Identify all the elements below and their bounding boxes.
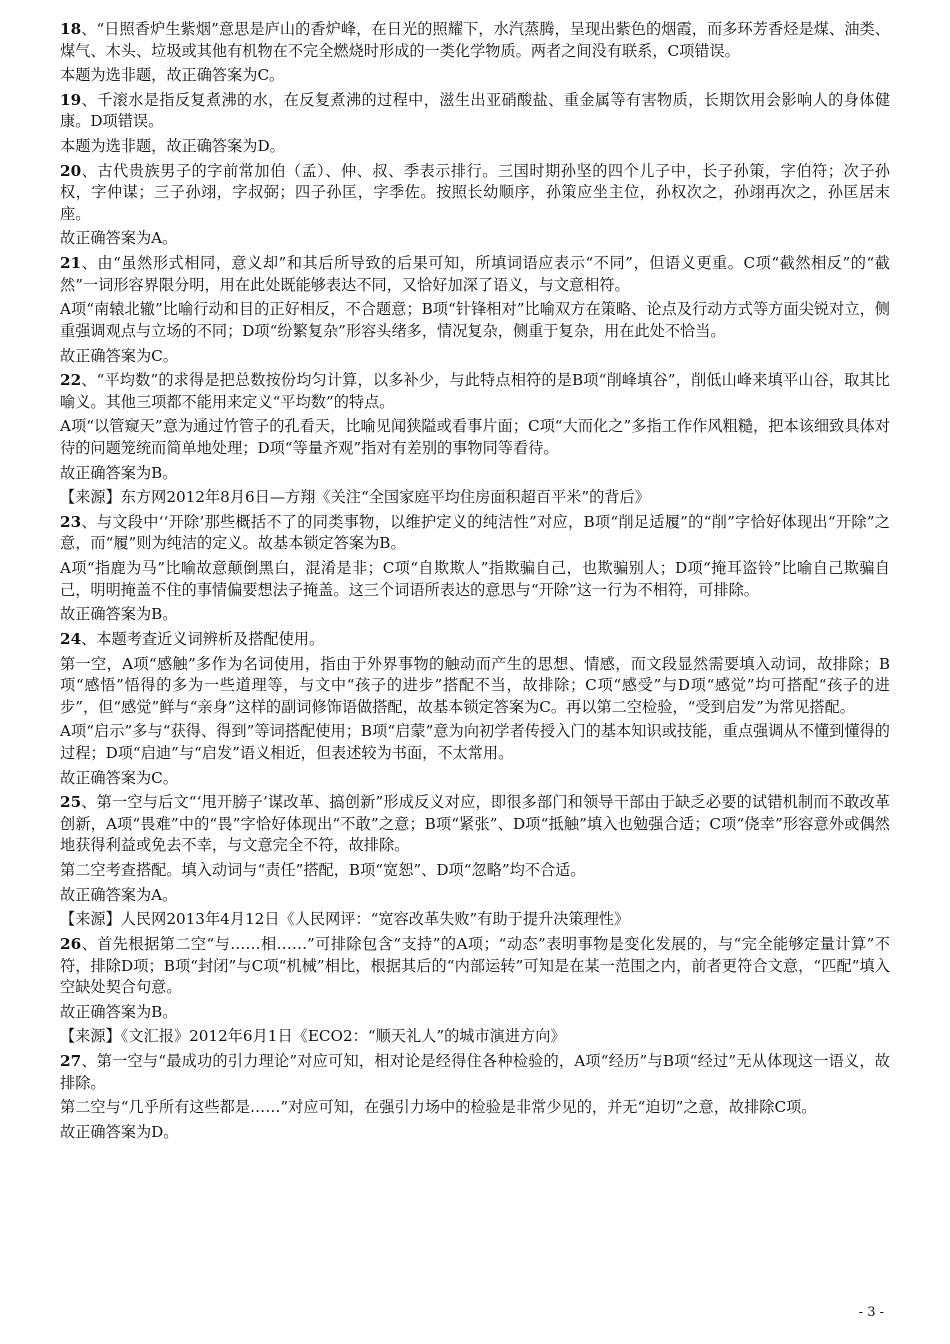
explanation-paragraph [60, 654, 890, 719]
question-number: 26 [60, 935, 82, 953]
explanation-paragraph [60, 487, 890, 509]
paragraph-text: 、首先根据第二空“与……相……”可排除包含“支持”的A项；“动态”表明事物是变化发展的，与“完全能够定量计算”不符，排除D项；B项“封闭”与C项“机械”相比，根据其后的“内部运转”可知是在某一范围之内，前者更符合文意，“匹配”填入空缺处契合句意。 [60, 935, 890, 996]
paragraph-text: 本题为选非题，故正确答案为C。 [60, 66, 285, 85]
paragraph-text: 故正确答案为B。 [60, 1002, 178, 1021]
explanation-paragraph [60, 1097, 890, 1119]
explanation-paragraph [60, 416, 890, 459]
paragraph-text: 【来源】东方网2012年8月6日—方翔《关注“全国家庭平均住房面积超百平米”的背后》 [60, 488, 650, 507]
question-explanation [60, 370, 890, 413]
answer-explanations [60, 19, 890, 1147]
paragraph-text: 、“平均数”的求得是把总数按份均匀计算，以多补少，与此特点相符的是B项“削峰填谷”，削低山峰来填平山谷，取其比喻义。其他三项都不能用来定义“平均数”的特点。 [60, 371, 890, 411]
explanation-paragraph [60, 1026, 890, 1048]
question-number: 25 [60, 793, 82, 812]
explanation-paragraph [60, 65, 890, 87]
explanation-paragraph [60, 136, 890, 158]
paragraph-text: 故正确答案为A。 [60, 885, 178, 904]
paragraph-text: 、千滚水是指反复煮沸的水，在反复煮沸的过程中，滋生出亚硝酸盐、重金属等有害物质，长期饮用会影响人的身体健康。D项错误。 [60, 90, 890, 131]
paragraph-text: A项“启示”多与“获得、得到”等词搭配使用；B项“启蒙”意为向初学者传授入门的基本知识或技能，重点强调从不懂到懂得的过程；D项“启迪”与“启发”语义相近，但表述较为书面，不太常用。 [60, 722, 890, 762]
paragraph-text: 故正确答案为B。 [60, 605, 178, 624]
explanation-paragraph [60, 228, 890, 250]
question-explanation [60, 629, 890, 651]
paragraph-text: A项“以管窥天”意为通过竹管子的孔看天，比喻见闻狭隘或看事片面；C项“大而化之”多指工作作风粗糙，把本该细致具体对待的问题笼统而简单地处理；D项“等量齐观”指对有差别的事物同等看待。 [60, 417, 890, 457]
paragraph-text: A项“南辕北辙”比喻行动和目的正好相反，不合题意；B项“针锋相对”比喻双方在策略、论点及行动方式等方面尖锐对立，侧重强调观点与立场的不同；D项“纷繁复杂”形容头绪多，情况复杂，侧重于复杂，用在此处不恰当。 [60, 300, 890, 340]
paragraph-text: 故正确答案为A。 [60, 229, 178, 248]
explanation-paragraph [60, 768, 890, 790]
question-number: 22 [60, 371, 82, 390]
explanation-paragraph [60, 909, 890, 931]
paragraph-text: 、“日照香炉生紫烟”意思是庐山的香炉峰，在日光的照耀下，水汽蒸腾，呈现出紫色的烟霞，而多环芳香烃是煤、油类、煤气、木头、垃圾或其他有机物在不完全燃烧时形成的一类化学物质。两者之间没有联系，C项错误。 [60, 20, 890, 60]
paragraph-text: 故正确答案为B。 [60, 463, 178, 482]
paragraph-text: 第一空，A项“感触”多作为名词使用，指由于外界事物的触动而产生的思想、情感，而文段显然需要填入动词，故排除；B项“感悟”悟得的多为一些道理等，与文中“孩子的进步”搭配不当，故排除；C项“感受”与D项“感觉”均可搭配“孩子的进步”，但“感觉”鲜与“亲身”这样的副词修饰语做搭配，故基本锁定答案为C。再以第二空检验，“受到启发”为常见搭配。 [60, 654, 890, 716]
paragraph-text: 、第一空与“最成功的引力理论”对应可知，相对论是经得住各种检验的，A项“经历”与B项“经过”无从体现这一语义，故排除。 [60, 1052, 890, 1092]
question-explanation [60, 934, 890, 999]
explanation-paragraph [60, 860, 890, 882]
paragraph-text: 【来源】人民网2013年4月12日《人民网评：“宽容改革失败”有助于提升决策理性》 [60, 910, 630, 929]
question-explanation [60, 19, 890, 62]
explanation-paragraph [60, 1002, 890, 1024]
question-explanation [60, 90, 890, 133]
question-number: 23 [60, 512, 82, 531]
paragraph-text: 第二空考查搭配。填入动词与“责任”搭配，B项“宽恕”、D项“忽略”均不合适。 [60, 860, 586, 879]
question-number: 20 [60, 161, 82, 180]
paragraph-text: 故正确答案为D。 [60, 1122, 179, 1141]
question-explanation [60, 253, 890, 296]
paragraph-text: 、古代贵族男子的字前常加伯（孟）、仲、叔、季表示排行。三国时期孙坚的四个儿子中，长子孙策，字伯符；次子孙权，字仲谋；三子孙翊，字叔弼；四子孙匡，字季佐。按照长幼顺序，孙策应坐主位，孙权次之，孙翊再次之，孙匡居末座。 [60, 161, 890, 223]
explanation-paragraph [60, 604, 890, 626]
question-number: 27 [60, 1052, 82, 1071]
paragraph-text: 【来源】《文汇报》2012年6月1日《ECO2：“顺天礼人”的城市演进方向》 [60, 1027, 566, 1046]
paragraph-text: 、由“虽然形式相同，意义却”和其后所导致的后果可知，所填词语应表示“不同”，但语义更重。C项“截然相反”的“截然”一词形容界限分明，用在此处既能够表达不同，又恰好加深了语义，与文意相符。 [60, 254, 890, 294]
explanation-paragraph [60, 463, 890, 485]
paragraph-text: 、本题考查近义词辨析及搭配使用。 [81, 630, 325, 648]
page-number: - 3 - [858, 1305, 884, 1320]
question-explanation [60, 512, 890, 555]
explanation-paragraph [60, 558, 890, 601]
question-number: 24 [60, 630, 82, 648]
paragraph-text: A项“指鹿为马”比喻故意颠倒黑白，混淆是非；C项“自欺欺人”指欺骗自己，也欺骗别人；D项“掩耳盗铃”比喻自己欺骗自己，明明掩盖不住的事情偏要想法子掩盖。这三个词语所表达的意思与“开除”这一行为不相符，可排除。 [60, 559, 890, 599]
paragraph-text: 、第一空与后文“‘甩开膀子’谋改革、搞创新”形成反义对应，即很多部门和领导干部由于缺乏必要的试错机制而不敢改革创新，A项“畏难”中的“畏”字恰好体现出“不敢”之意；B项“紧张”、D项“抵触”填入也勉强合适；C项“侥幸”形容意外或偶然地获得利益或免去不幸，与文意完全不符，故排除。 [60, 793, 890, 855]
question-explanation [60, 1051, 890, 1094]
explanation-paragraph [60, 299, 890, 342]
question-number: 18 [60, 20, 82, 38]
explanation-paragraph [60, 346, 890, 368]
question-explanation [60, 161, 890, 226]
explanation-paragraph [60, 721, 890, 764]
paragraph-text: 故正确答案为C。 [60, 768, 178, 787]
explanation-paragraph [60, 885, 890, 907]
question-explanation [60, 792, 890, 857]
paragraph-text: 、与文段中‘‘开除’那些概括不了的同类事物，以维护定义的纯洁性”对应，B项“削足适履”的“削”字恰好体现出“开除”之意，而“履”则为纯洁的定义。故基本锁定答案为B。 [60, 512, 890, 553]
paragraph-text: 本题为选非题，故正确答案为D。 [60, 137, 285, 156]
question-number: 19 [60, 90, 82, 109]
explanation-paragraph [60, 1122, 890, 1144]
paragraph-text: 故正确答案为C。 [60, 346, 178, 365]
paragraph-text: 第二空与“几乎所有这些都是……”对应可知，在强引力场中的检验是非常少见的，并无“迫切”之意，故排除C项。 [60, 1098, 817, 1117]
question-number: 21 [60, 254, 82, 273]
